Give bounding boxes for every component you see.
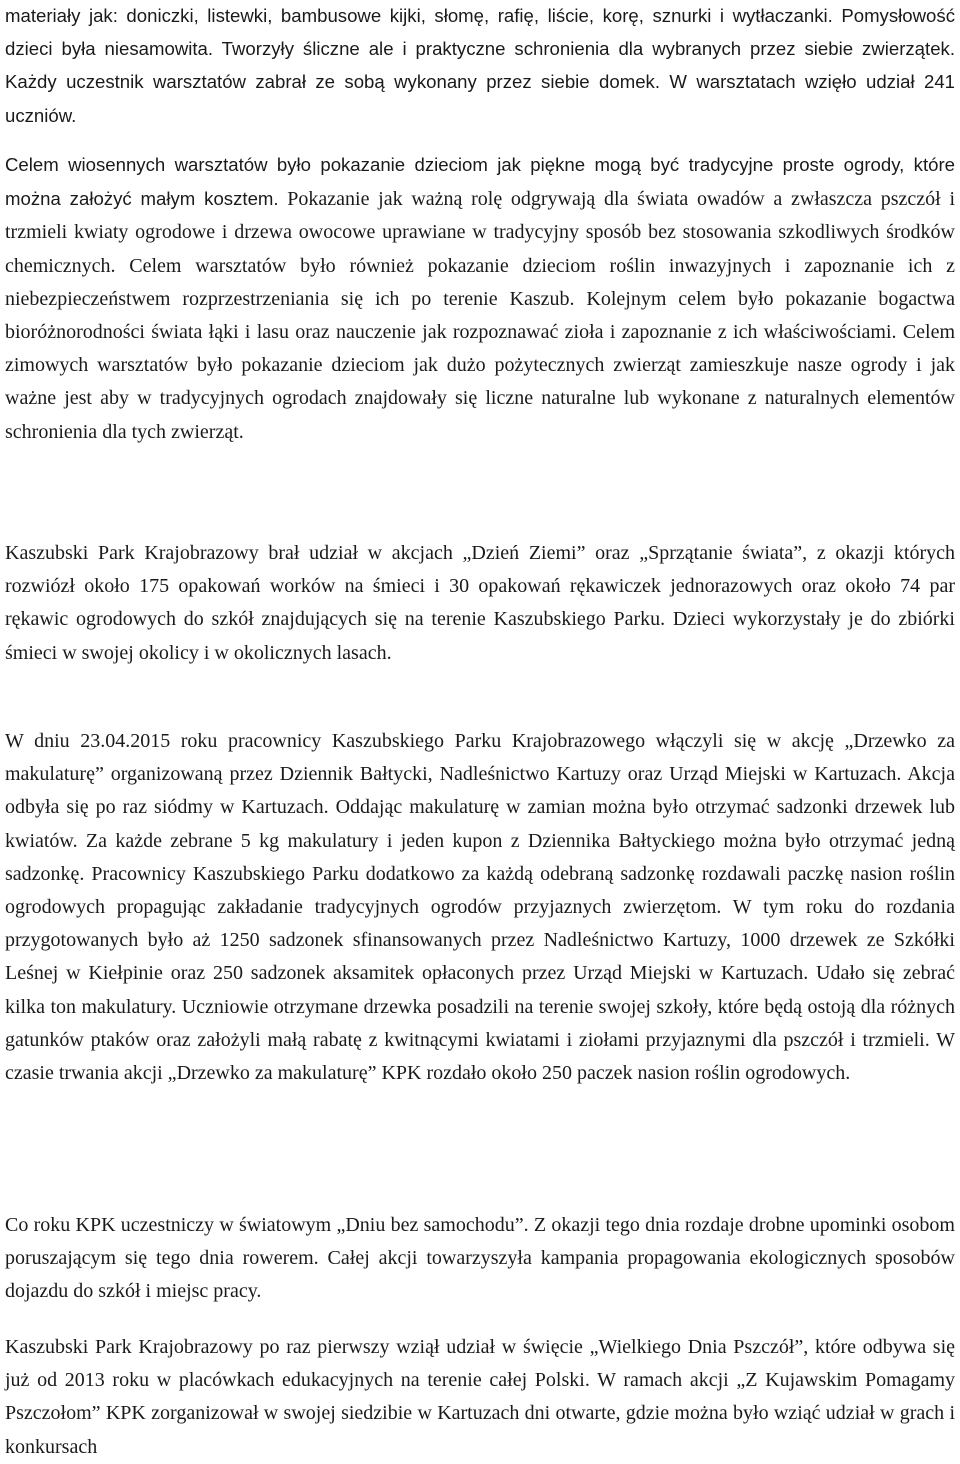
paragraph-workshops-summary: materiały jak: doniczki, listewki, bambusowe kijki, słomę, rafię, liście, korę, sznurki i wytłaczanki. Pomysłowość dzieci była niesamowita. Tworzyły śliczne ale i praktyczne schronienia dla wybranych przez siebie zwierzątek. Każdy uczestnik warsztatów zabrał ze sobą wykonany przez siebie domek. W warsztatach wzięło udział 241 uczniów. xyxy=(5,5,955,126)
paragraph-workshop-goals-serif: Pokazanie jak ważną rolę odgrywają dla świata owadów a zwłaszcza pszczół i trzmieli kwiaty ogrodowe i drzewa owocowe uprawiane w tradycyjny sposób bez stosowania szkodliwych środków chemicznych. Celem warsztatów było również pokazanie dzieciom roślin inwazyjnych i zapoznanie ich z niebezpieczeństwem rozprzestrzeniania się ich po terenie Kaszub. Kolejnym celem było pokazanie bogactwa bioróżnorodności świata łąki i lasu oraz nauczenie jak rozpoznawać zioła i zapoznanie z ich właściwościami. Celem zimowych warsztatów było pokazanie dzieciom jak dużo pożytecznych zwierząt zamieszkuje nasze ogrody i jak ważne jest aby w tradycyjnych ogrodach znajdowały się liczne naturalne lub wykonane z naturalnych elementów schronienia dla tych zwierząt. xyxy=(5,188,955,443)
paragraph-car-free-day: Co roku KPK uczestniczy w światowym „Dniu bez samochodu”. Z okazji tego dnia rozdaje drobne upominki osobom poruszającym się tego dnia rowerem. Całej akcji towarzyszyła kampania propagowania ekologicznych sposobów dojazdu do szkół i miejsc pracy. xyxy=(5,1214,955,1303)
paragraph-workshop-goals xyxy=(5,148,955,449)
paragraph-workshop-goals-sans: Celem wiosennych warsztatów było pokazanie dzieciom jak piękne mogą być tradycyjne proste ogrody, które można założyć małym kosztem. xyxy=(5,154,955,210)
paragraph-earth-day: Kaszubski Park Krajobrazowy brał udział w akcjach „Dzień Ziemi” oraz „Sprzątanie świata”, z okazji których rozwiózł około 175 opakowań worków na śmieci i 30 opakowań rękawiczek jednorazowych oraz około 74 par rękawic ogrodowych do szkół znajdujących się na terenie Kaszubskiego Parku. Dzieci wykorzystały je do zbiórki śmieci w swojej okolicy i w okolicznych lasach. xyxy=(5,542,955,664)
paragraph-bee-day: Kaszubski Park Krajobrazowy po raz pierwszy wziął udział w święcie „Wielkiego Dnia Pszczół”, które odbywa się już od 2013 roku w placówkach edukacyjnych na terenie całej Polski. W ramach akcji „Z Kujawskim Pomagamy Pszczołom” KPK zorganizował w swojej siedzibie w Kartuzach dni otwarte, gdzie można było wziąć udział w grach i konkursach xyxy=(5,1336,955,1458)
paragraph-tree-for-paper: W dniu 23.04.2015 roku pracownicy Kaszubskiego Parku Krajobrazowego włączyli się w akcję „Drzewko za makulaturę” organizowaną przez Dziennik Bałtycki, Nadleśnictwo Kartuzy oraz Urząd Miejski w Kartuzach. Akcja odbyła się po raz siódmy w Kartuzach. Oddając makulaturę w zamian można było otrzymać sadzonki drzewek lub kwiatów. Za każde zebrane 5 kg makulatury i jeden kupon z Dziennika Bałtyckiego można było otrzymać jedną sadzonkę. Pracownicy Kaszubskiego Parku dodatkowo za każdą odebraną sadzonkę rozdawali paczkę nasion roślin ogrodowych propagując zakładanie tradycyjnych ogrodów przyjaznych zwierzętom. W tym roku do rozdania przygotowanych było aż 1250 sadzonek sfinansowanych przez Nadleśnictwo Kartuzy, 1000 drzewek ze Szkółki Leśnej w Kiełpinie oraz 250 sadzonek aksamitek opłaconych przez Urząd Miejski w Kartuzach. Udało się zebrać kilka ton makulatury. Uczniowie otrzymane drzewka posadzili na terenie swojej szkoły, które będą ostoją dla różnych gatunków ptaków oraz założyli małą rabatę z kwitnącymi kwiatami i ziołami przyjaznymi dla pszczół i trzmieli. W czasie trwania akcji „Drzewko za makulaturę” KPK rozdało około 250 paczek nasion roślin ogrodowych. xyxy=(5,730,955,1085)
